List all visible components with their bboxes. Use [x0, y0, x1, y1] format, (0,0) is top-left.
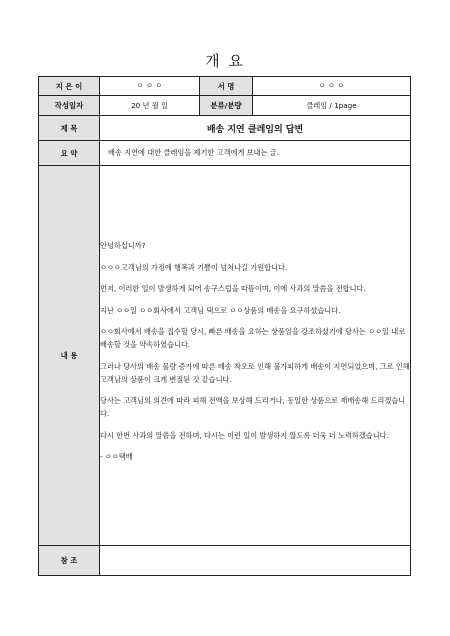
summary-form: [38, 76, 411, 576]
signature-label: 서 명: [200, 77, 253, 96]
content-paragraph: 당사는 고객님의 의견에 따라 피해 전액을 보상해 드리거나, 동일한 상품으로 재배송해 드리겠습니다.: [100, 396, 406, 419]
writer-value: ㅇ ㅇ ㅇ: [100, 77, 200, 96]
content-paragraph: 그러나 당사의 배송 물량 증가에 따른 배송 착오로 인해 불가피하게 배송이 지연되었으며, 그로 인해 고객님의 상품이 크게 변질된 것 같습니다.: [100, 361, 410, 384]
content-paragraph: ㅇㅇ회사에서 배송을 접수할 당시, 빠른 배송을 요하는 상품임을 강조하셨기에 당사는 ㅇㅇ일 내로 배송할 것을 약속하였습니다.: [100, 327, 406, 350]
content-paragraph: 안녕하십니까?: [100, 241, 146, 251]
signature-value: ㅇ ㅇ ㅇ: [253, 77, 411, 96]
reference-row: [39, 546, 411, 576]
reference-label: 참 조: [39, 546, 100, 576]
category-value: 클레임 / 1page: [253, 96, 411, 116]
category-label: 분류/분량: [200, 96, 253, 116]
writer-label: 지 은 이: [39, 77, 100, 96]
reference-value: [100, 546, 411, 576]
subject-label: 제 목: [39, 116, 100, 141]
summary-value: 배송 지연에 대한 클레임을 제기한 고객에게 보내는 글.: [100, 141, 411, 166]
date-value: 20 년 월 일: [100, 96, 200, 116]
content-paragraph: 다시 한번 사과의 말씀을 전하며, 다시는 이런 일이 발생하지 않도록 더욱 더 노력하겠습니다.: [100, 430, 389, 440]
content-signoff: - ㅇㅇ택배: [100, 452, 133, 462]
date-label: 작성일자: [39, 96, 100, 116]
content-paragraph: 지난 ㅇㅇ일 ㅇㅇ회사에서 고객님 댁으로 ㅇㅇ상품의 배송을 요구하셨습니다.: [100, 305, 341, 315]
date-row: [39, 96, 411, 116]
subject-value: 배송 지연 클레임의 답변: [100, 116, 411, 141]
subject-row: [39, 116, 411, 141]
summary-label: 요 약: [39, 141, 100, 166]
content-paragraph: 먼저, 이러한 일이 발생하게 되어 송구스럽을 따뜸이며, 이에 사과의 말씀을 전합니다.: [100, 284, 366, 294]
content-row: [39, 166, 411, 546]
page-title: 개 요: [205, 52, 245, 70]
writer-row: [39, 77, 411, 96]
content-body: [100, 166, 411, 546]
summary-row: [39, 141, 411, 166]
content-label: 내 용: [39, 166, 100, 546]
content-paragraph: ㅇㅇㅇ고객님의 가정에 행복과 기쁨이 넘쳐나길 기원합니다.: [100, 262, 288, 272]
